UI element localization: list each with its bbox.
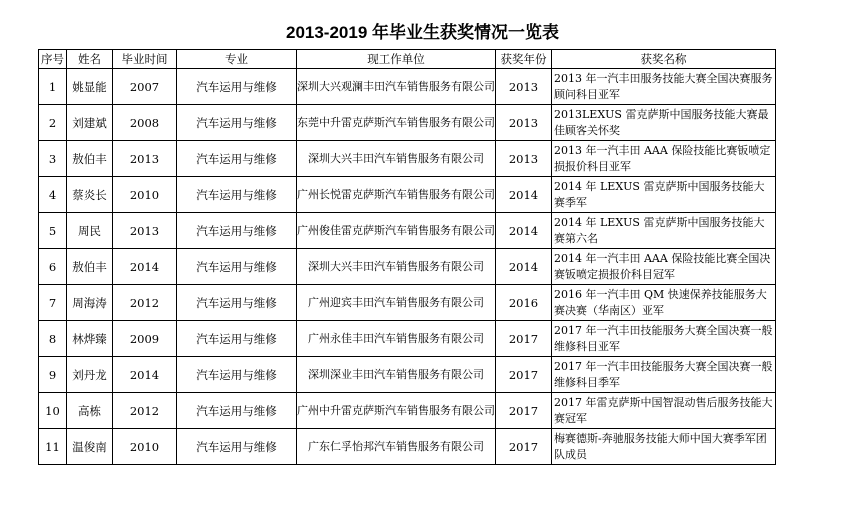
cell-no: 6 [39,249,67,285]
table-row [39,321,776,357]
cell-no: 3 [39,141,67,177]
table-row [39,357,776,393]
cell-major: 汽车运用与维修 [177,393,297,429]
cell-major: 汽车运用与维修 [177,69,297,105]
cell-award-name: 2014 年一汽丰田 AAA 保险技能比赛全国决赛钣喷定损报价科目冠军 [552,249,776,285]
cell-grad-year: 2013 [113,213,177,249]
cell-grad-year: 2012 [113,393,177,429]
cell-award-year: 2017 [496,393,552,429]
table-row [39,141,776,177]
cell-no: 1 [39,69,67,105]
cell-name: 温俊南 [67,429,113,465]
cell-award-year: 2017 [496,357,552,393]
cell-no: 8 [39,321,67,357]
cell-no: 4 [39,177,67,213]
page-title: 2013-2019 年毕业生获奖情况一览表 [285,23,560,42]
cell-award-year: 2013 [496,69,552,105]
cell-award-name: 梅赛德斯-奔驰服务技能大师中国大赛季军团队成员 [552,429,776,465]
table-row [39,429,776,465]
cell-name: 蔡炎长 [67,177,113,213]
cell-no: 2 [39,105,67,141]
cell-grad-year: 2007 [113,69,177,105]
cell-major: 汽车运用与维修 [177,177,297,213]
cell-work-unit: 深圳大兴丰田汽车销售服务有限公司 [297,141,496,177]
cell-award-year: 2013 [496,105,552,141]
cell-name: 姚显能 [67,69,113,105]
cell-no: 9 [39,357,67,393]
header-name: 姓名 [67,50,113,69]
table-row [39,393,776,429]
header-grad-year: 毕业时间 [113,50,177,69]
cell-no: 10 [39,393,67,429]
cell-no: 11 [39,429,67,465]
cell-work-unit: 广州长悦雷克萨斯汽车销售服务有限公司 [297,177,496,213]
table-row [39,213,776,249]
cell-award-year: 2014 [496,213,552,249]
cell-no: 5 [39,213,67,249]
cell-award-name: 2013LEXUS 雷克萨斯中国服务技能大赛最佳顾客关怀奖 [552,105,776,141]
cell-award-year: 2014 [496,249,552,285]
cell-name: 敖伯丰 [67,249,113,285]
cell-name: 林烨臻 [67,321,113,357]
cell-award-year: 2014 [496,177,552,213]
cell-work-unit: 广州永佳丰田汽车销售服务有限公司 [297,321,496,357]
cell-award-name: 2013 年一汽丰田服务技能大赛全国决赛服务顾问科目亚军 [552,69,776,105]
cell-award-year: 2017 [496,321,552,357]
cell-major: 汽车运用与维修 [177,285,297,321]
cell-name: 刘丹龙 [67,357,113,393]
cell-grad-year: 2012 [113,285,177,321]
cell-major: 汽车运用与维修 [177,321,297,357]
cell-award-year: 2013 [496,141,552,177]
table-row [39,177,776,213]
cell-work-unit: 广州中升雷克萨斯汽车销售服务有限公司 [297,393,496,429]
table-row [39,69,776,105]
cell-major: 汽车运用与维修 [177,357,297,393]
cell-award-name: 2013 年一汽丰田 AAA 保险技能比赛钣喷定损报价科目亚军 [552,141,776,177]
cell-award-name: 2016 年一汽丰田 QM 快速保养技能服务大赛决赛（华南区）亚军 [552,285,776,321]
cell-grad-year: 2009 [113,321,177,357]
table-row [39,249,776,285]
cell-name: 刘建斌 [67,105,113,141]
cell-name: 高栋 [67,393,113,429]
cell-award-year: 2016 [496,285,552,321]
cell-grad-year: 2013 [113,141,177,177]
header-major: 专业 [177,50,297,69]
cell-award-name: 2014 年 LEXUS 雷克萨斯中国服务技能大赛第六名 [552,213,776,249]
cell-grad-year: 2010 [113,429,177,465]
cell-work-unit: 东莞中升雷克萨斯汽车销售服务有限公司 [297,105,496,141]
cell-award-name: 2014 年 LEXUS 雷克萨斯中国服务技能大赛季军 [552,177,776,213]
cell-name: 周海涛 [67,285,113,321]
cell-award-name: 2017 年一汽丰田技能服务大赛全国决赛一般维修科目亚军 [552,321,776,357]
header-no: 序号 [39,50,67,69]
header-award-year: 获奖年份 [496,50,552,69]
cell-major: 汽车运用与维修 [177,213,297,249]
cell-work-unit: 广东仁孚怡邦汽车销售服务有限公司 [297,429,496,465]
header-work-unit: 现工作单位 [297,50,496,69]
cell-major: 汽车运用与维修 [177,141,297,177]
cell-work-unit: 广州俊佳雷克萨斯汽车销售服务有限公司 [297,213,496,249]
header-award-name: 获奖名称 [552,50,776,69]
cell-grad-year: 2008 [113,105,177,141]
table-row [39,285,776,321]
cell-work-unit: 深圳大兴观澜丰田汽车销售服务有限公司 [297,69,496,105]
table-row [39,105,776,141]
cell-grad-year: 2014 [113,357,177,393]
cell-major: 汽车运用与维修 [177,249,297,285]
cell-work-unit: 深圳深业丰田汽车销售服务有限公司 [297,357,496,393]
cell-major: 汽车运用与维修 [177,429,297,465]
cell-work-unit: 广州迎宾丰田汽车销售服务有限公司 [297,285,496,321]
header-row [39,50,776,69]
cell-name: 敖伯丰 [67,141,113,177]
cell-grad-year: 2014 [113,249,177,285]
cell-grad-year: 2010 [113,177,177,213]
cell-major: 汽车运用与维修 [177,105,297,141]
cell-no: 7 [39,285,67,321]
cell-award-name: 2017 年雷克萨斯中国智混动售后服务技能大赛冠军 [552,393,776,429]
cell-award-name: 2017 年一汽丰田技能服务大赛全国决赛一般维修科目季军 [552,357,776,393]
cell-name: 周民 [67,213,113,249]
cell-work-unit: 深圳大兴丰田汽车销售服务有限公司 [297,249,496,285]
cell-award-year: 2017 [496,429,552,465]
awards-table [38,49,776,465]
